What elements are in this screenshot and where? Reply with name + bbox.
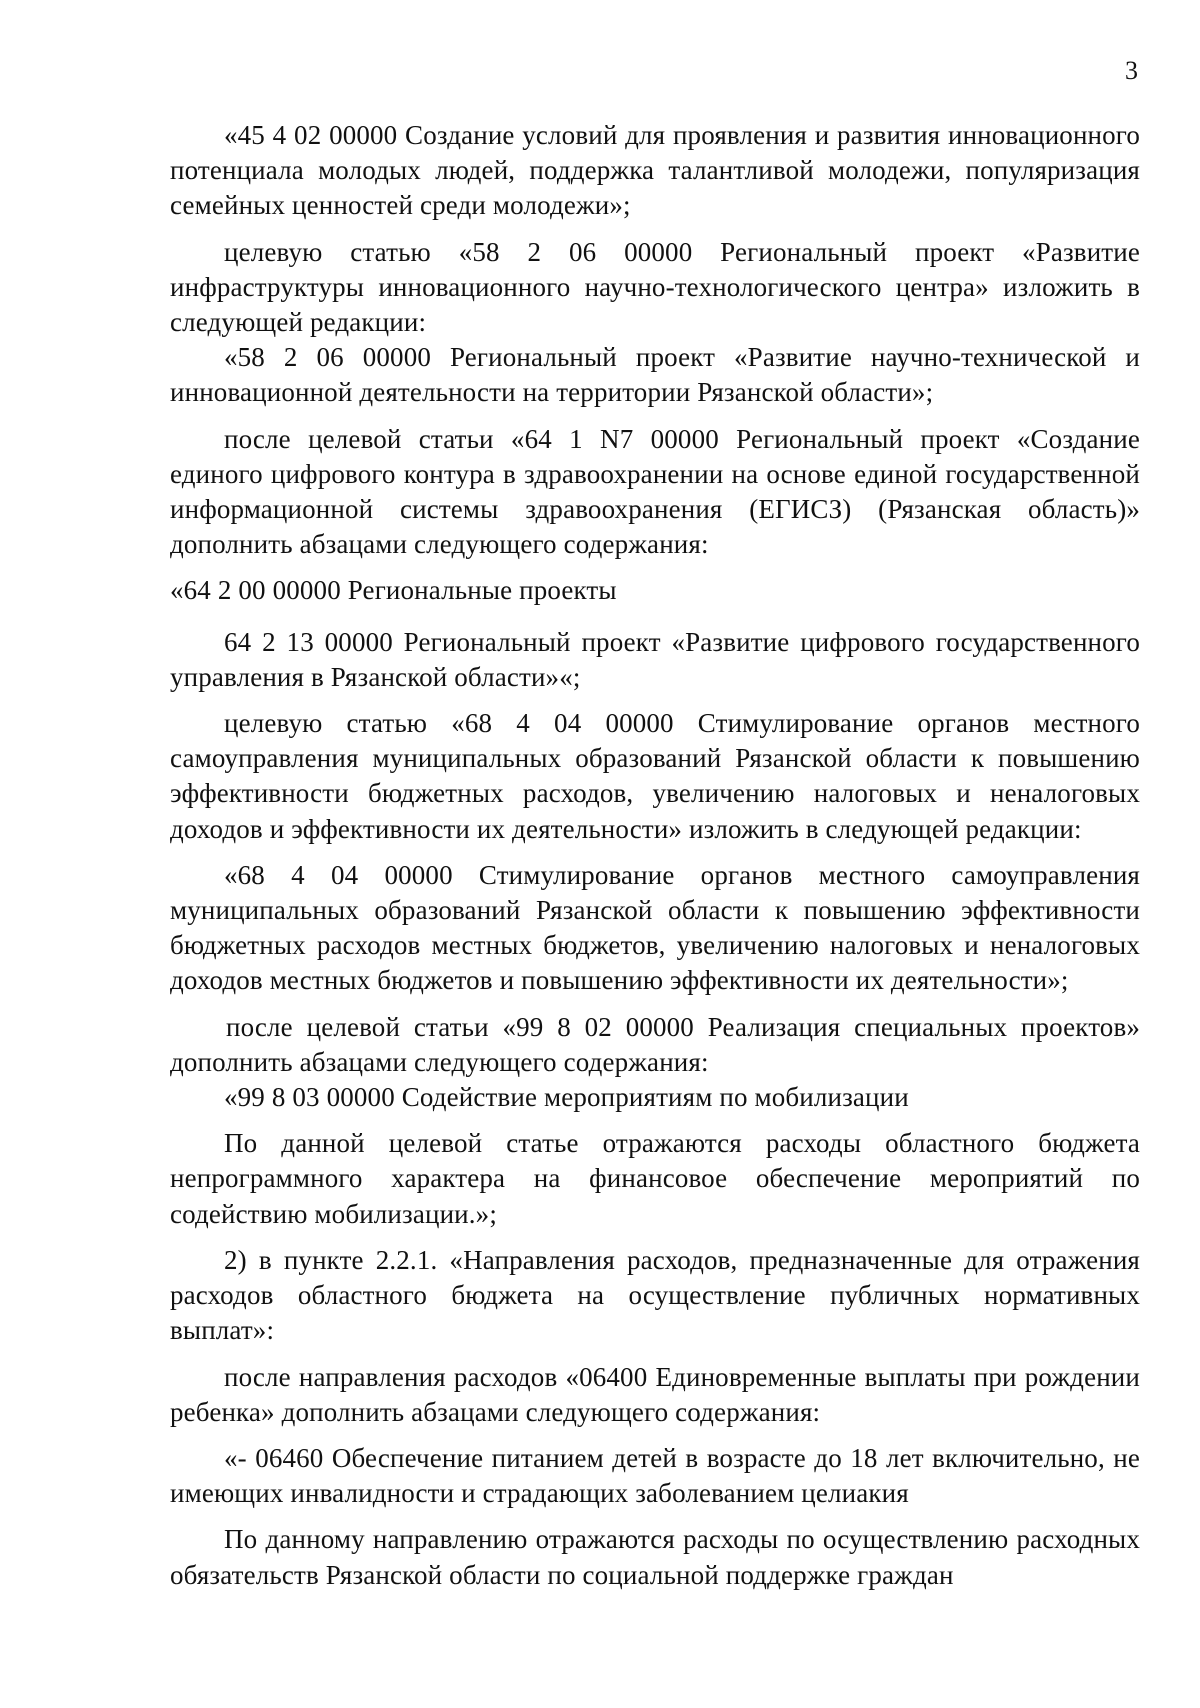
paragraph: целевую статью «68 4 04 00000 Стимулирование органов местного самоуправления муниципальных образований Рязанской области к повышению эффективности бюджетных расходов, увеличению налоговых и неналоговых доходов и эффективности их деятельности» изложить в следующей редакции:: [170, 708, 1140, 844]
paragraph: «45 4 02 00000 Создание условий для проявления и развития инновационного потенциала молодых людей, поддержка талантливой молодежи, популяризация семейных ценностей среди молодежи»;: [170, 120, 1140, 221]
page-number: 3: [1125, 56, 1138, 85]
paragraph: «58 2 06 00000 Региональный проект «Развитие научно-технической и инновационной деятельности на территории Рязанской области»;: [170, 342, 1140, 408]
section-heading: «64 2 00 00000 Региональные проекты: [170, 575, 617, 606]
paragraph: после целевой статьи «64 1 N7 00000 Региональный проект «Создание единого цифрового контура в здравоохранении на основе единой государственной информационной системы здравоохранения (ЕГИСЗ) (Рязанская область)» дополнить абзацами следующего содержания:: [170, 423, 1140, 560]
paragraph: По данной целевой статье отражаются расходы областного бюджета непрограммного характера на финансовое обеспечение мероприятий по содействию мобилизации.»;: [170, 1128, 1140, 1229]
paragraph: По данному направлению отражаются расходы по осуществлению расходных обязательств Рязанской области по социальной поддержке граждан: [170, 1524, 1140, 1590]
paragraph: «99 8 03 00000 Содействие мероприятиям по мобилизации: [224, 1082, 909, 1113]
paragraph: «68 4 04 00000 Стимулирование органов местного самоуправления муниципальных образований Рязанской области к повышению эффективности бюджетных расходов местных бюджетов, увеличению налоговых и неналоговых доходов местных бюджетов и повышению эффективности их деятельности»;: [170, 859, 1140, 996]
paragraph: 2) в пункте 2.2.1. «Направления расходов, предназначенные для отражения расходов областного бюджета на осуществление публичных нормативных выплат»:: [170, 1244, 1140, 1346]
paragraph: после целевой статьи «99 8 02 00000 Реализация специальных проектов» дополнить абзацами следующего содержания:: [170, 1011, 1140, 1077]
paragraph: «- 06460 Обеспечение питанием детей в возрасте до 18 лет включительно, не имеющих инвалидности и страдающих заболеванием целиакия: [170, 1442, 1140, 1509]
document-body: [170, 118, 1140, 1604]
paragraph: после направления расходов «06400 Единовременные выплаты при рождении ребенка» дополнить абзацами следующего содержания:: [170, 1361, 1140, 1427]
paragraph: 64 2 13 00000 Региональный проект «Развитие цифрового государственного управления в Рязанской области»«;: [170, 626, 1140, 692]
paragraph: целевую статью «58 2 06 00000 Региональный проект «Развитие инфраструктуры инновационного научно-технологического центра» изложить в следующей редакции:: [170, 236, 1140, 338]
